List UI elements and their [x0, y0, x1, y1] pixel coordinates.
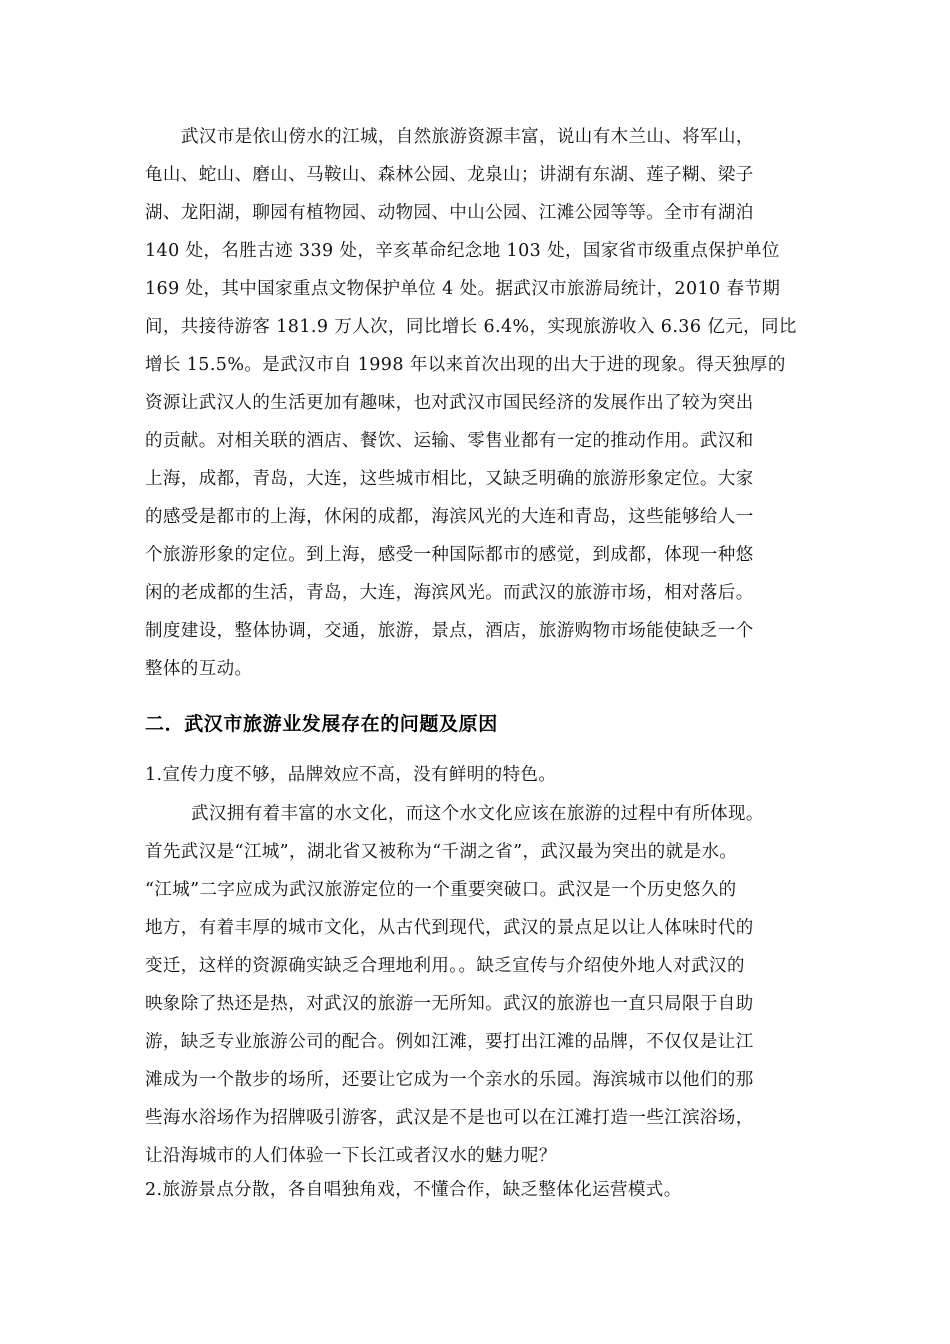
- paragraph-line: 制度建设，整体协调，交通，旅游，景点，酒店，旅游购物市场能使缺乏一个: [145, 621, 754, 641]
- paragraph-line: 游，缺乏专业旅游公司的配合。例如江滩，要打出江滩的品牌，不仅仅是让江: [145, 1032, 754, 1052]
- paragraph-line: 资源让武汉人的生活更加有趣味，也对武汉市国民经济的发展作出了较为突出: [145, 393, 754, 413]
- paragraph-line: “江城”二字应成为武汉旅游定位的一个重要突破口。武汉是一个历史悠久的: [145, 880, 737, 900]
- paragraph-line: 让沿海城市的人们体验一下长江或者汉水的魅力呢？: [145, 1146, 557, 1166]
- paragraph-line: 的感受是都市的上海，休闲的成都，海滨风光的大连和青岛，这些能够给人一: [145, 507, 754, 527]
- paragraph-line: 169 处，其中国家重点文物保护单位 4 处。据武汉市旅游局统计，2010 春节期: [145, 279, 781, 299]
- item-title: 2.旅游景点分散，各自唱独角戏，不懂合作，缺乏整体化运营模式。: [145, 1180, 682, 1200]
- paragraph-line: 变迁，这样的资源确实缺乏合理地利用。。缺乏宣传与介绍使外地人对武汉的: [145, 956, 745, 976]
- paragraph-line: 闲的老成都的生活，青岛，大连，海滨风光。而武汉的旅游市场，相对落后。: [145, 583, 754, 603]
- paragraph-line: 间，共接待游客 181.9 万人次，同比增长 6.4%，实现旅游收入 6.36 亿元，同比: [145, 317, 797, 337]
- paragraph-line: 的贡献。对相关联的酒店、餐饮、运输、零售业都有一定的推动作用。武汉和: [145, 431, 754, 451]
- section-heading: 二．武汉市旅游业发展存在的问题及原因: [145, 713, 498, 735]
- paragraph-line: 湖、龙阳湖，聊园有植物园、动物园、中山公园、江滩公园等等。全市有湖泊: [145, 203, 754, 223]
- paragraph-line: 上海，成都，青岛，大连，这些城市相比，又缺乏明确的旅游形象定位。大家: [145, 469, 754, 489]
- paragraph-line: 增长 15.5%。是武汉市自 1998 年以来首次出现的出大于进的现象。得天独厚的: [145, 355, 786, 375]
- paragraph-line: 首先武汉是“江城”，湖北省又被称为“千湖之省”，武汉最为突出的就是水。: [145, 842, 738, 862]
- paragraph-line: 个旅游形象的定位。到上海，感受一种国际都市的感觉，到成都，体现一种悠: [145, 545, 754, 565]
- paragraph-line: 整体的互动。: [145, 659, 253, 679]
- paragraph-line: 140 处，名胜古迹 339 处，辛亥革命纪念地 103 处，国家省市级重点保护单位: [145, 241, 780, 261]
- paragraph-line: 地方，有着丰厚的城市文化，从古代到现代，武汉的景点足以让人体味时代的: [145, 918, 754, 938]
- paragraph-line: 映象除了热还是热，对武汉的旅游一无所知。武汉的旅游也一直只局限于自助: [145, 994, 754, 1014]
- paragraph-line: 武汉拥有着丰富的水文化，而这个水文化应该在旅游的过程中有所体现。: [191, 804, 764, 824]
- paragraph-line: 些海水浴场作为招牌吸引游客，武汉是不是也可以在江滩打造一些江滨浴场，: [145, 1108, 754, 1128]
- item-title: 1.宣传力度不够，品牌效应不高，没有鲜明的特色。: [145, 765, 557, 785]
- paragraph-line: 武汉市是依山傍水的江城，自然旅游资源丰富，说山有木兰山、将军山，: [181, 127, 754, 147]
- paragraph-line: 龟山、蛇山、磨山、马鞍山、森林公园、龙泉山；讲湖有东湖、莲子糊、梁子: [145, 165, 754, 185]
- paragraph-line: 滩成为一个散步的场所，还要让它成为一个亲水的乐园。海滨城市以他们的那: [145, 1070, 754, 1090]
